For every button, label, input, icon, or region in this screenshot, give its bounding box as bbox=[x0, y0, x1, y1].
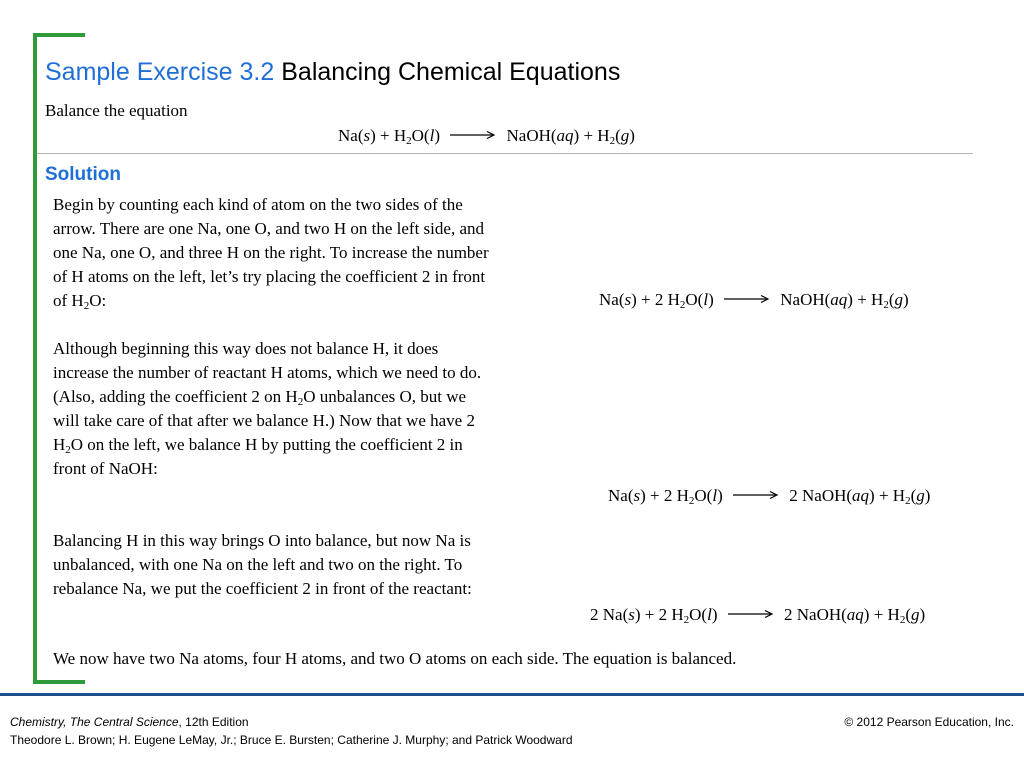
section-divider bbox=[37, 153, 973, 154]
paragraph-step-1: Begin by counting each kind of atom on the two sides of the arrow. There are one Na, one O, and two H on the left side, and one Na, one O, and three H on the right. To increase the number of H atoms on the left, let’s try placing the coefficient 2 in front of $H_2O$: bbox=[53, 195, 489, 312]
left-bracket-bar bbox=[33, 33, 37, 684]
exercise-number: Sample Exercise 3.2 bbox=[45, 58, 275, 86]
bracket-top-tick bbox=[33, 33, 85, 37]
equation-balanced: 2 Na(s) + 2 $H_2O(l)$ 2 NaOH(aq) + $H_2(g)$ bbox=[590, 605, 926, 626]
equation-unbalanced: $Na(s) + H_2O(l)$ NaOH(aq) + $H_2(g)$ bbox=[338, 126, 635, 147]
solution-heading: Solution bbox=[45, 164, 121, 185]
book-edition: , 12th Edition bbox=[178, 715, 249, 729]
equation-step-2: Na(s) + 2 $H_2O(l)$ 2 NaOH(aq) + $H_2(g)$ bbox=[608, 486, 931, 507]
problem-prompt: Balance the equation bbox=[45, 101, 188, 120]
paragraph-step-2: Although beginning this way does not balance H, it does increase the number of reactant H atoms, which we need to do. (Also, adding the coefficient 2 on $H_2O$ unbalances O, but we will take care of that after we balance H.) Now that we have 2 $H_2O$ on the left, we balance H by putting the coefficient 2 in front of NaOH: bbox=[53, 339, 482, 478]
equation-step-1: Na(s) + 2 $H_2O(l)$ NaOH(aq) + $H_2(g)$ bbox=[599, 290, 909, 311]
paragraph-conclusion: We now have two Na atoms, four H atoms, and two O atoms on each side. The equation is balanced. bbox=[53, 649, 737, 668]
exercise-topic: Balancing Chemical Equations bbox=[281, 58, 621, 86]
bracket-bottom-tick bbox=[33, 680, 85, 684]
book-title: Chemistry, The Central Science bbox=[10, 715, 179, 729]
footer-rule bbox=[0, 693, 1024, 696]
footer-copyright: © 2012 Pearson Education, Inc. bbox=[844, 715, 1014, 729]
footer-authors: Theodore L. Brown; H. Eugene LeMay, Jr.; Bruce E. Bursten; Catherine J. Murphy; and Patrick Woodward bbox=[10, 733, 573, 747]
paragraph-step-3: Balancing H in this way brings O into balance, but now Na is unbalanced, with one Na on the left and two on the right. To rebalance Na, we put the coefficient 2 in front of the reactant: bbox=[53, 531, 472, 598]
page-title bbox=[45, 58, 620, 87]
footer-book-line bbox=[10, 715, 249, 729]
